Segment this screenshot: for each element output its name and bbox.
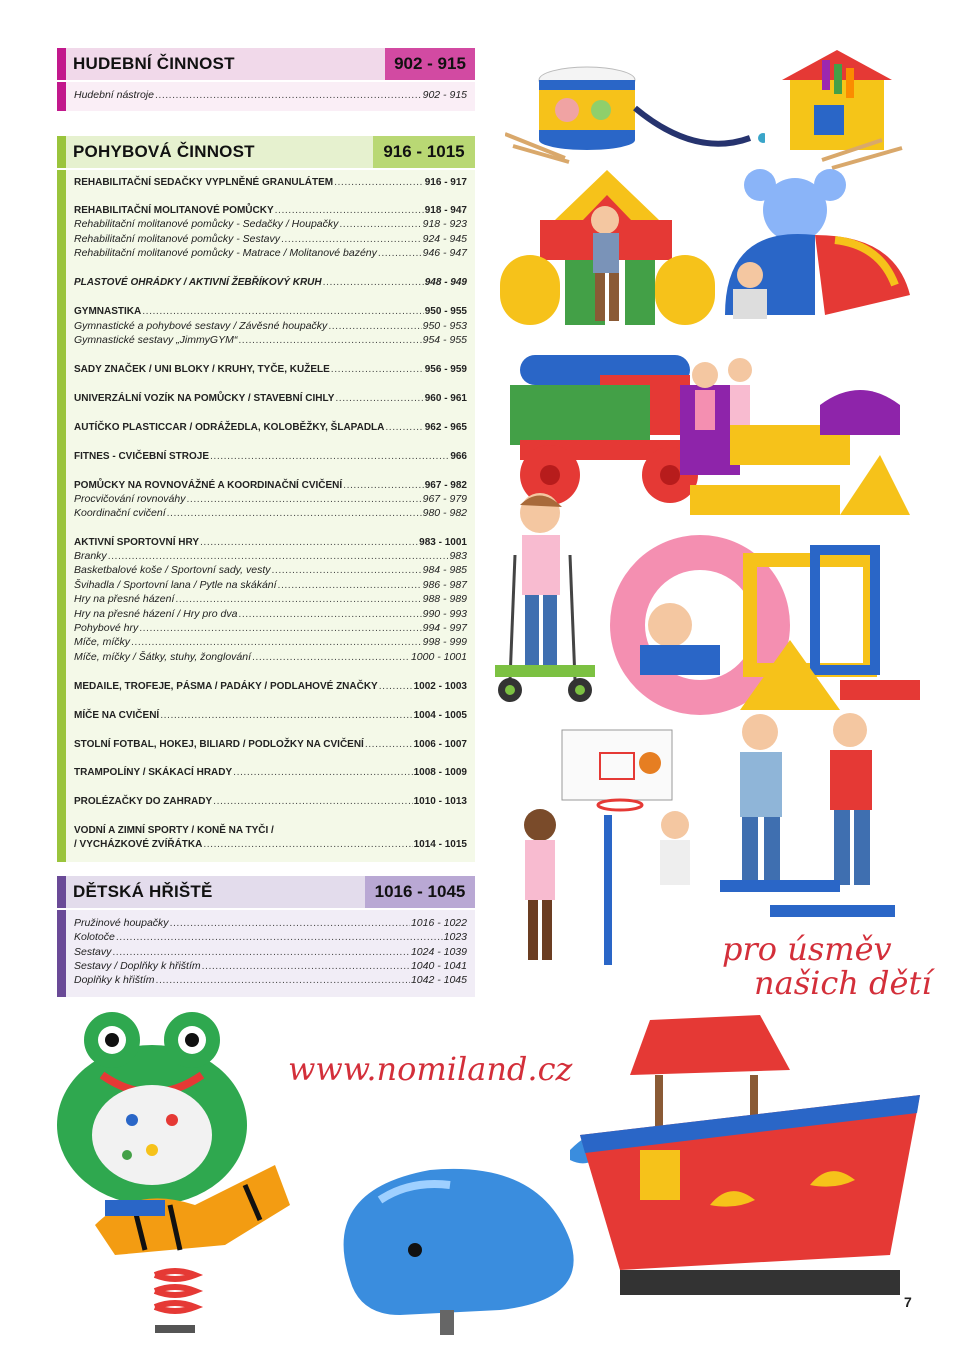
toc-entry-label: GYMNASTIKA bbox=[74, 306, 142, 317]
toc-entry-label: POMŮCKY NA ROVNOVÁŽNÉ A KOORDINAČNÍ CVIČENÍ bbox=[74, 480, 343, 491]
toc-entry[interactable] bbox=[74, 960, 467, 973]
toc-entry-page: 998 - 999 bbox=[422, 636, 467, 648]
toc-entry-label: Míče, míčky / Šátky, stuhy, žonglování bbox=[74, 651, 252, 663]
section-accent-bar bbox=[57, 876, 66, 908]
toc-entry-label: REHABILITAČNÍ MOLITANOVÉ POMŮCKY bbox=[74, 205, 274, 216]
toc-entry[interactable] bbox=[74, 536, 467, 549]
toc-entry-label: AUTÍČKO PLASTICCAR / ODRÁŽEDLA, KOLOBĚŽKY, ŠLAPADLA bbox=[74, 422, 385, 433]
toc-entry-page: 1024 - 1039 bbox=[410, 946, 467, 958]
section-accent-bar bbox=[57, 170, 66, 862]
toc-entry-label: VODNÍ A ZIMNÍ SPORTY / KONĚ NA TYČI / bbox=[74, 825, 274, 836]
tagline-line1: pro úsměv bbox=[722, 930, 892, 968]
toc-entry[interactable] bbox=[74, 709, 467, 722]
toc-entry-label: Rehabilitační molitanové pomůcky - Sestavy bbox=[74, 233, 281, 245]
toc-entry[interactable] bbox=[74, 363, 467, 376]
section-header-music bbox=[57, 48, 475, 80]
toc-entry[interactable] bbox=[74, 493, 467, 506]
toc-entry-label: / VYCHÁZKOVÉ ZVÍŘÁTKA bbox=[74, 839, 203, 850]
toc-entry[interactable] bbox=[74, 276, 467, 289]
crawl-frames-photo bbox=[600, 530, 930, 725]
toc-entry-page: 950 - 955 bbox=[424, 306, 467, 317]
toc-entry-label: Sestavy bbox=[74, 946, 112, 958]
toc-entry-label: Švihadla / Sportovní lana / Pytle na skákání bbox=[74, 579, 277, 591]
toc-entry-page: 902 - 915 bbox=[422, 89, 467, 101]
toc-entry-label: Hudební nástroje bbox=[74, 89, 154, 101]
toc-entry-page: 960 - 961 bbox=[424, 393, 467, 404]
toc-entry-page: 1016 - 1022 bbox=[410, 917, 467, 929]
ship-playground-photo bbox=[560, 1015, 930, 1305]
section-accent-bar bbox=[57, 48, 66, 80]
toc-entry-label: Kolotoče bbox=[74, 931, 115, 943]
toc-entry-page: 950 - 953 bbox=[422, 320, 467, 332]
toc-entry-label: TRAMPOLÍNY / SKÁKACÍ HRADY bbox=[74, 767, 233, 778]
section-page-range: 916 - 1015 bbox=[373, 136, 475, 168]
toc-entry-first-line[interactable] bbox=[74, 824, 467, 837]
toc-entry-label: REHABILITAČNÍ SEDAČKY VYPLNĚNÉ GRANULÁTEM bbox=[74, 177, 334, 188]
toc-entry-label: Gymnastické a pohybové sestavy / Závěsné houpačky bbox=[74, 320, 328, 332]
toc-entry-page: 986 - 987 bbox=[422, 579, 467, 591]
section-accent-bar bbox=[57, 82, 66, 111]
section-header-motion bbox=[57, 136, 475, 168]
toc-entry[interactable] bbox=[74, 636, 467, 649]
toc-entry[interactable] bbox=[74, 738, 467, 751]
xylophone-house-photo bbox=[762, 50, 912, 170]
tagline-line2: našich dětí bbox=[754, 964, 932, 1002]
toc-entry-label: Sestavy / Doplňky k hřištím bbox=[74, 960, 201, 972]
toc-entry[interactable] bbox=[74, 795, 467, 808]
toc-entry-page: 1010 - 1013 bbox=[413, 796, 467, 807]
toc-entry-label: MEDAILE, TROFEJE, PÁSMA / PADÁKY / PODLAHOVÉ ZNAČKY bbox=[74, 681, 378, 692]
toc-entry[interactable] bbox=[74, 593, 467, 606]
toc-entry[interactable] bbox=[74, 931, 467, 944]
toc-entry-page: 984 - 985 bbox=[422, 564, 467, 576]
toc-entry-page: 980 - 982 bbox=[422, 507, 467, 519]
toc-entry-page: 1042 - 1045 bbox=[410, 974, 467, 986]
toc-entry-label: PLASTOVÉ OHRÁDKY / AKTIVNÍ ŽEBŘÍKOVÝ KRUH bbox=[74, 277, 322, 288]
toc-entry-page: 924 - 945 bbox=[422, 233, 467, 245]
section-page-range: 902 - 915 bbox=[385, 48, 475, 80]
section-accent-bar bbox=[57, 910, 66, 997]
toc-entry-label: Míče, míčky bbox=[74, 636, 131, 648]
toc-entry-page: 983 bbox=[449, 550, 467, 562]
website-url[interactable]: www.nomiland.cz bbox=[288, 1050, 573, 1088]
toc-entry-page: 948 - 949 bbox=[424, 277, 467, 288]
toc-entry[interactable] bbox=[74, 176, 467, 189]
toc-entry-page: 983 - 1001 bbox=[419, 537, 467, 548]
toc-entry-page: 956 - 959 bbox=[424, 364, 467, 375]
section-title: DĚTSKÁ HŘIŠTĚ bbox=[73, 882, 213, 901]
section-header-playgrounds bbox=[57, 876, 475, 908]
toc-entry[interactable] bbox=[74, 479, 467, 492]
toc-entry-label: Basketbalové koše / Sportovní sady, vesty bbox=[74, 564, 271, 576]
toc-entry[interactable] bbox=[74, 946, 467, 959]
toc-entry-page: 1006 - 1007 bbox=[413, 739, 467, 750]
toc-entry-label: PROLÉZAČKY DO ZAHRADY bbox=[74, 796, 213, 807]
toc-entry-label: Pohybové hry bbox=[74, 622, 139, 634]
toc-entry[interactable] bbox=[74, 218, 467, 231]
tagline bbox=[722, 932, 932, 1000]
toc-entry-page: 1008 - 1009 bbox=[413, 767, 467, 778]
toc-entry[interactable] bbox=[74, 450, 467, 463]
toc-entry[interactable] bbox=[74, 204, 467, 217]
drum-photo bbox=[505, 58, 765, 168]
toc-entry-label: Hry na přesné házení / Hry pro dva bbox=[74, 608, 238, 620]
toc-entry[interactable] bbox=[74, 507, 467, 520]
toc-entry[interactable] bbox=[74, 305, 467, 318]
toc-entry[interactable] bbox=[74, 651, 467, 664]
toc-entry-label: AKTIVNÍ SPORTOVNÍ HRY bbox=[74, 537, 200, 548]
walking-boards-photo bbox=[710, 710, 900, 925]
toc-entry-page: 966 bbox=[450, 451, 467, 462]
toc-entry-page: 967 - 979 bbox=[422, 493, 467, 505]
section-accent-bar bbox=[57, 136, 66, 168]
toc-entry[interactable] bbox=[74, 608, 467, 621]
toc-entry-page: 994 - 997 bbox=[422, 622, 467, 634]
toc-entry-page: 967 - 982 bbox=[424, 480, 467, 491]
toc-entry-page: 918 - 947 bbox=[424, 205, 467, 216]
section-page-range: 1016 - 1045 bbox=[365, 876, 475, 908]
section-title: HUDEBNÍ ČINNOST bbox=[73, 54, 235, 73]
toc-entry-page: 962 - 965 bbox=[424, 422, 467, 433]
foam-blocks-photo bbox=[495, 165, 915, 350]
toc-entry[interactable] bbox=[74, 680, 467, 693]
basketball-hoop-photo bbox=[500, 725, 690, 975]
toc-entry-page: 946 - 947 bbox=[422, 247, 467, 259]
toc-entry-label: Koordinační cvičení bbox=[74, 507, 166, 519]
toc-entry-page: 1040 - 1041 bbox=[410, 960, 467, 972]
toc-entry-label: Rehabilitační molitanové pomůcky - Sedačky / Houpačky bbox=[74, 218, 339, 230]
toc-entry-label: MÍČE NA CVIČENÍ bbox=[74, 710, 160, 721]
toc-entry-label: FITNES - CVIČEBNÍ STROJE bbox=[74, 451, 210, 462]
toc-entry-label: Doplňky k hřištím bbox=[74, 974, 155, 986]
toc-entry-page: 988 - 989 bbox=[422, 593, 467, 605]
toc-entry[interactable] bbox=[74, 564, 467, 577]
toc-entry-page: 1002 - 1003 bbox=[413, 681, 467, 692]
page-number: 7 bbox=[904, 1294, 912, 1310]
toc-entry[interactable] bbox=[74, 392, 467, 405]
toc-entry-page: 1004 - 1005 bbox=[413, 710, 467, 721]
toc-entry[interactable] bbox=[74, 579, 467, 592]
toc-entry[interactable] bbox=[74, 550, 467, 563]
toc-entry-page: 918 - 923 bbox=[422, 218, 467, 230]
toc-entry-page: 1023 bbox=[443, 931, 467, 943]
toc-entry-label: Branky bbox=[74, 550, 107, 562]
section-title: POHYBOVÁ ČINNOST bbox=[73, 142, 255, 161]
toc-entry[interactable] bbox=[74, 622, 467, 635]
toc-entry[interactable] bbox=[74, 334, 467, 347]
toc-entry-label: UNIVERZÁLNÍ VOZÍK NA POMŮCKY / STAVEBNÍ CIHLY bbox=[74, 393, 335, 404]
toc-entry-label: STOLNÍ FOTBAL, HOKEJ, BILIARD / PODLOŽKY NA CVIČENÍ bbox=[74, 739, 364, 750]
toc-entry-page: 1000 - 1001 bbox=[410, 651, 467, 663]
toc-entry-label: Gymnastické sestavy „JimmyGYM“ bbox=[74, 334, 238, 346]
toc-entry-label: SADY ZNAČEK / UNI BLOKY / KRUHY, TYČE, KUŽELE bbox=[74, 364, 330, 375]
tiger-spring-rider-photo bbox=[75, 1165, 305, 1345]
toc-entry[interactable] bbox=[74, 233, 467, 246]
toc-entry[interactable] bbox=[74, 917, 467, 930]
toc-entry-label: Rehabilitační molitanové pomůcky - Matrace / Molitanové bazény bbox=[74, 247, 377, 259]
toc-entry-label: Procvičování rovnováhy bbox=[74, 493, 186, 505]
toc-entry-label: Pružinové houpačky bbox=[74, 917, 169, 929]
toc-entry[interactable] bbox=[74, 974, 467, 987]
toc-entry-page: 1014 - 1015 bbox=[413, 839, 467, 850]
toc-entry-page: 916 - 917 bbox=[424, 177, 467, 188]
toc-entry-page: 954 - 955 bbox=[422, 334, 467, 346]
toc-entry[interactable] bbox=[74, 838, 467, 851]
toc-entry-page: 990 - 993 bbox=[422, 608, 467, 620]
balance-stilts-photo bbox=[470, 485, 620, 710]
toc-entry[interactable] bbox=[74, 421, 467, 434]
toc-entry[interactable] bbox=[74, 320, 467, 333]
toc-entry[interactable] bbox=[74, 766, 467, 779]
toc-entry[interactable] bbox=[74, 247, 467, 260]
toc-entry[interactable] bbox=[74, 89, 467, 102]
toc-entry-label: Hry na přesné házení bbox=[74, 593, 175, 605]
